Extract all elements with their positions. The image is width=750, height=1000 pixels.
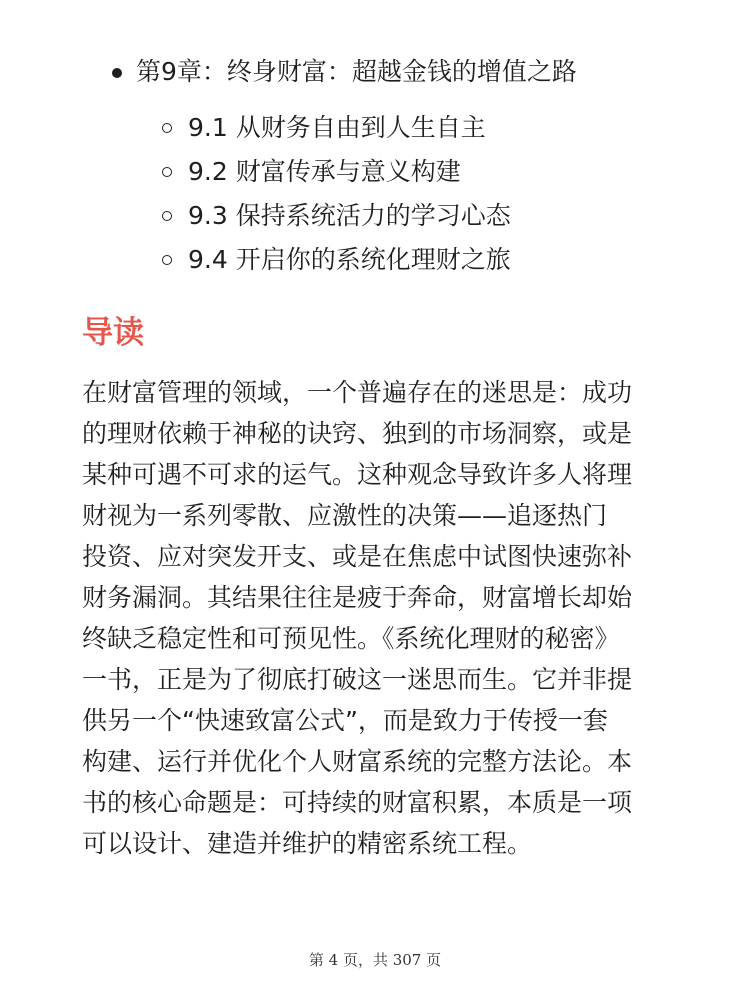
paragraph-line: 财务漏洞。其结果往往是疲于奔命，财富增长却始	[82, 583, 633, 612]
section-item	[162, 150, 722, 194]
paragraph-line: 某种可遇不可求的运气。这种观念导致许多人将理	[82, 460, 633, 489]
paragraph-line: 投资、应对突发开支、或是在焦虑中试图快速弥补	[82, 542, 633, 571]
section-item	[162, 238, 722, 282]
hollow-bullet-icon	[162, 255, 172, 265]
paragraph-line: 可以设计、建造并维护的精密系统工程。	[82, 829, 533, 858]
paragraph-line: 财视为一系列零散、应激性的决策——追逐热门	[82, 501, 608, 530]
paragraph-line: 在财富管理的领域，一个普遍存在的迷思是：成功	[82, 378, 633, 407]
section-item	[162, 194, 722, 238]
paragraph-line: 一书，正是为了彻底打破这一迷思而生。它并非提	[82, 665, 633, 694]
paragraph-line: 书的核心命题是：可持续的财富积累，本质是一项	[82, 788, 633, 817]
hollow-bullet-icon	[162, 123, 172, 133]
page-number: 第 4 页，共 307 页	[308, 951, 442, 969]
section-list	[162, 106, 722, 282]
hollow-bullet-icon	[162, 167, 172, 177]
section-label: 9.4 开启你的系统化理财之旅	[188, 245, 511, 274]
chapter-title: 第9章：终身财富：超越金钱的增值之路	[136, 57, 577, 86]
section-label: 9.2 财富传承与意义构建	[188, 157, 461, 186]
paragraph-line: 供另一个“快速致富公式”，而是致力于传授一套	[82, 706, 608, 735]
paragraph-line: 终缺乏稳定性和可预见性。《系统化理财的秘密》	[82, 624, 620, 653]
section-label: 9.1 从财务自由到人生自主	[188, 113, 486, 142]
paragraph-line: 构建、运行并优化个人财富系统的完整方法论。本	[82, 747, 633, 776]
intro-heading: 导读	[82, 315, 144, 351]
section-item	[162, 106, 722, 150]
paragraph-line: 的理财依赖于神秘的诀窍、独到的市场洞察，或是	[82, 419, 633, 448]
bullet-icon	[112, 68, 122, 78]
intro-paragraph	[82, 372, 682, 864]
hollow-bullet-icon	[162, 211, 172, 221]
section-label: 9.3 保持系统活力的学习心态	[188, 201, 511, 230]
